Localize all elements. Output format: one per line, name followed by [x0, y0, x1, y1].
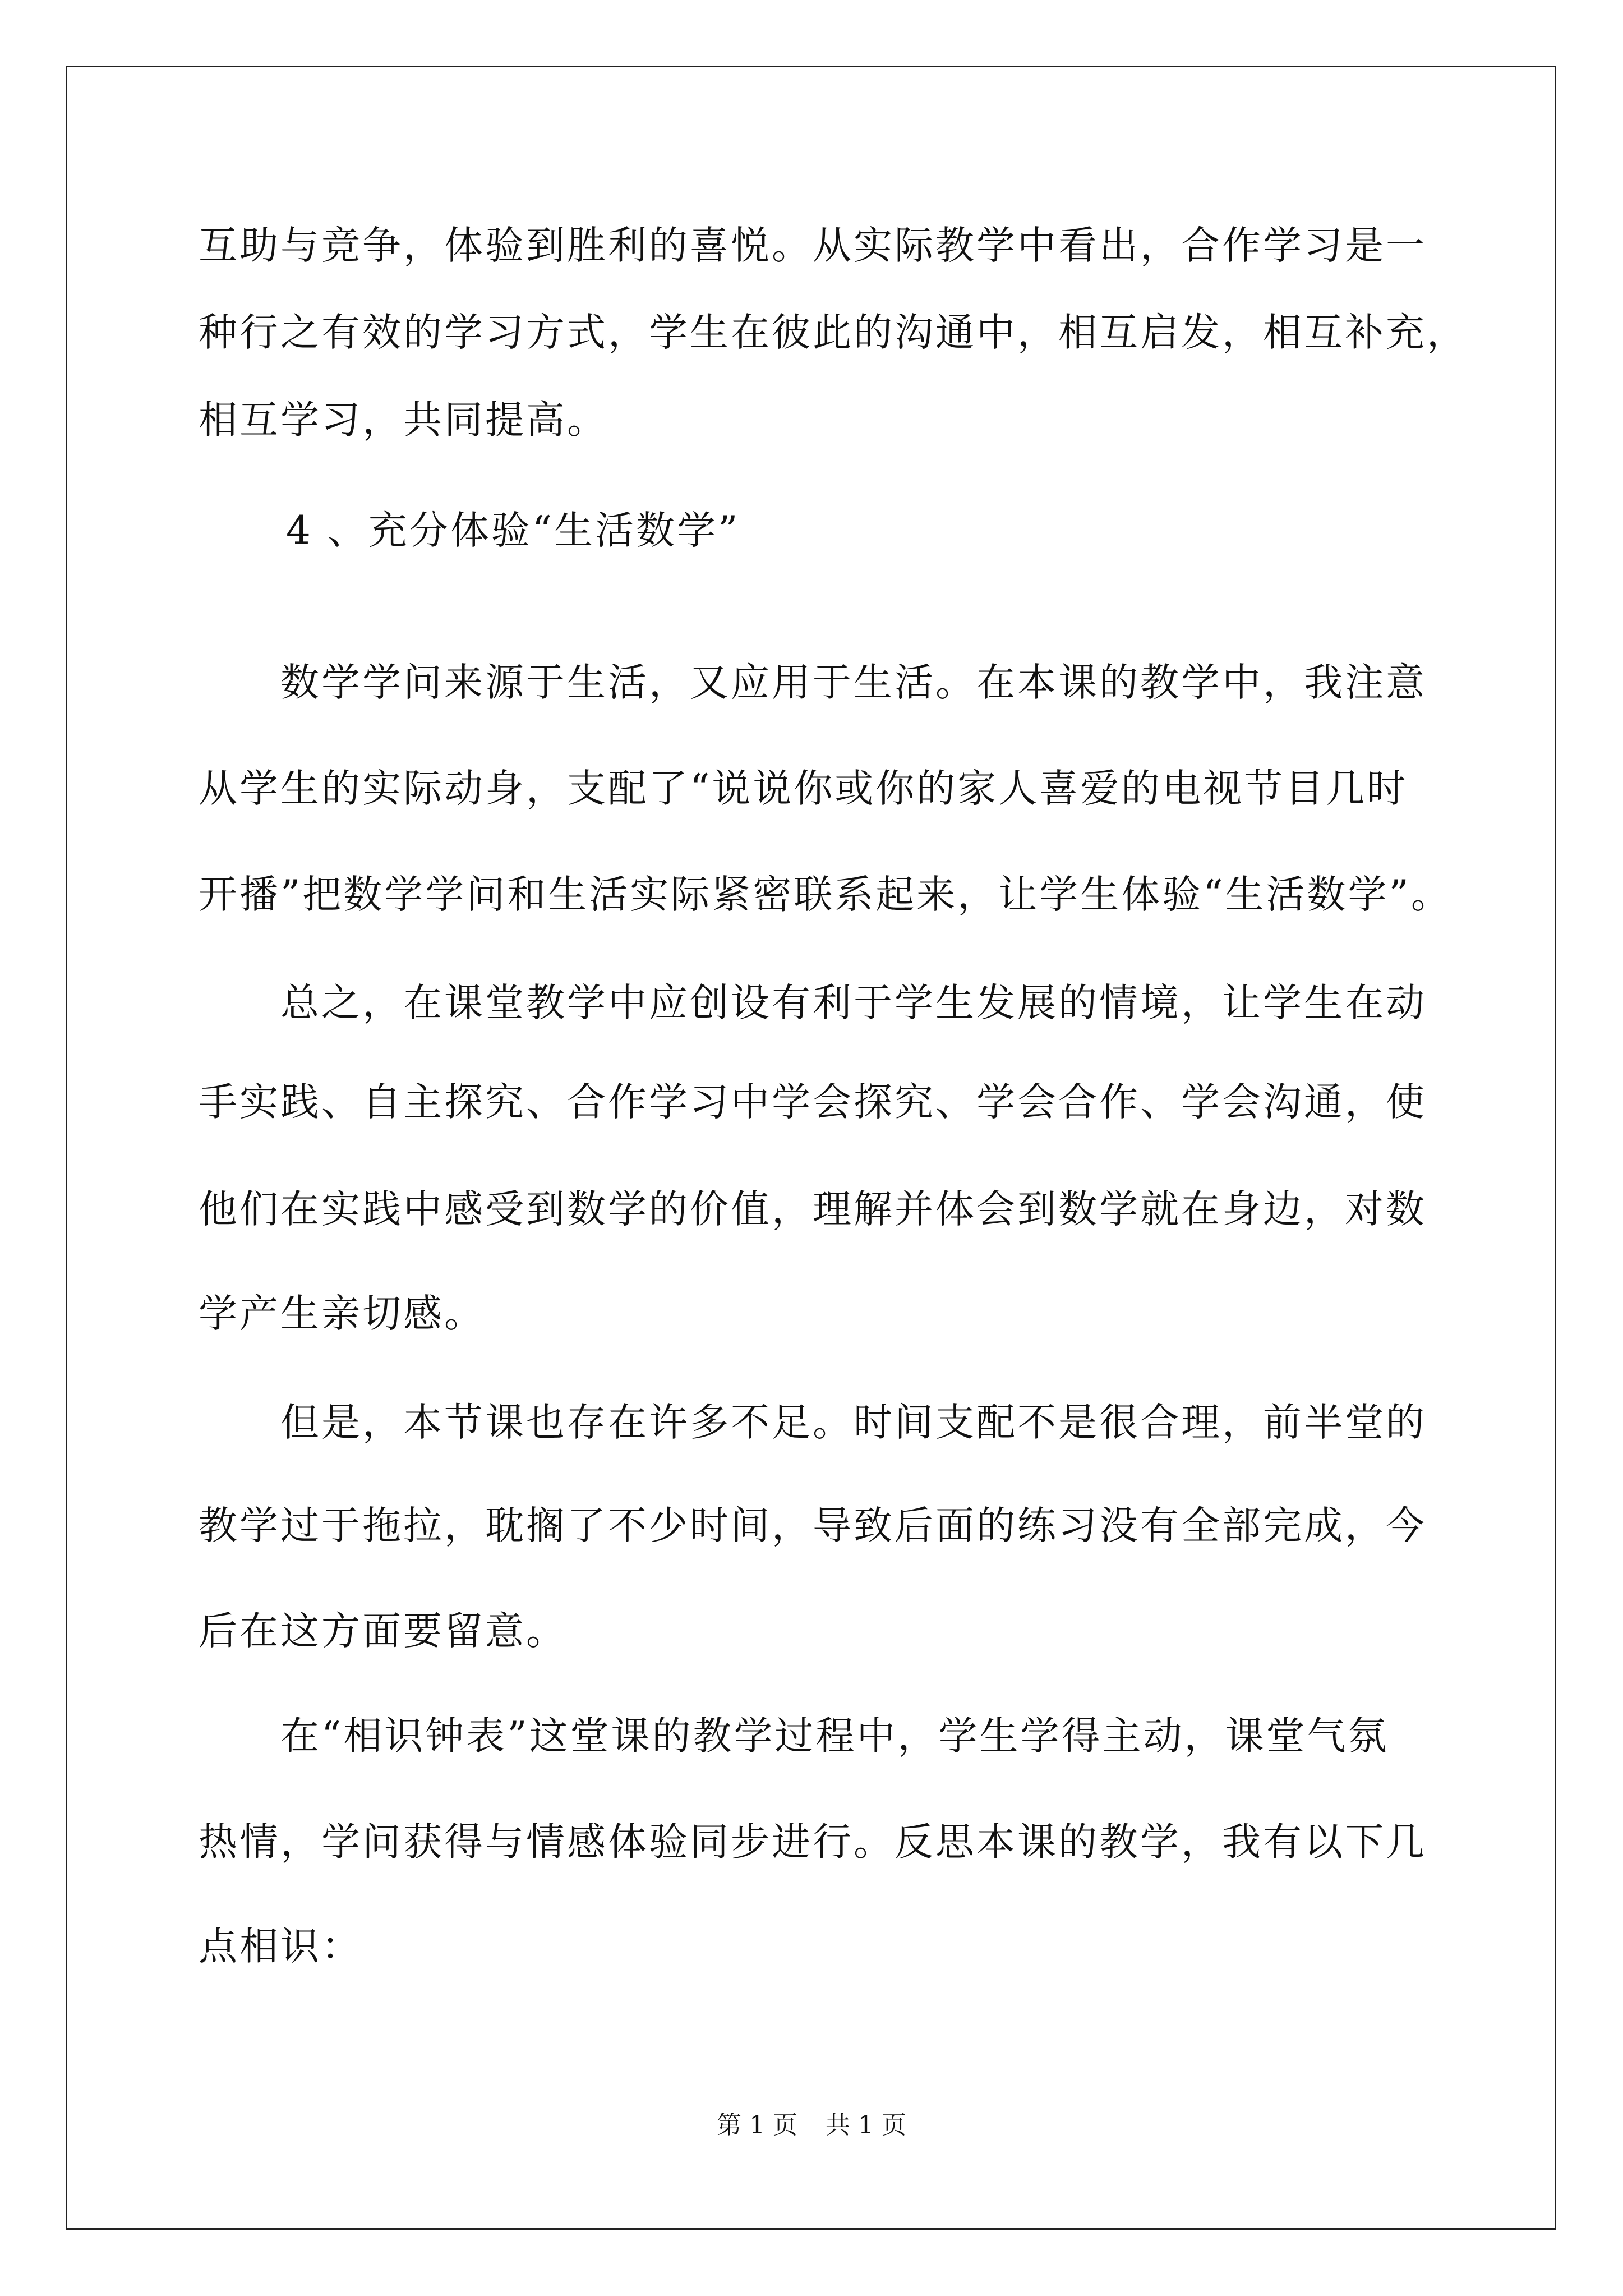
text-line: 热情，学问获得与情感体验同步进行。反思本课的教学，我有以下几 [199, 1820, 1427, 1865]
text-line: 从学生的实际动身，支配了“说说你或你的家人喜爱的电视节目几时 [199, 766, 1408, 811]
page-total: 共 1 页 [826, 2111, 906, 2139]
text-line: 总之，在课堂教学中应创设有利于学生发展的情境，让学生在动 [280, 981, 1427, 1025]
text-line: 互助与竞争，体验到胜利的喜悦。从实际教学中看出，合作学习是一 [199, 223, 1427, 268]
text-line: 教学过于拖拉，耽搁了不少时间，导致后面的练习没有全部完成，今 [199, 1503, 1427, 1548]
text-line: 手实践、自主探究、合作学习中学会探究、学会合作、学会沟通，使 [199, 1080, 1427, 1125]
text-line: 学产生亲切感。 [199, 1291, 485, 1336]
page-border [66, 66, 1556, 2230]
text-line: 在“相识钟表”这堂课的教学过程中，学生学得主动，课堂气氛 [280, 1714, 1389, 1759]
text-line: 后在这方面要留意。 [199, 1609, 567, 1654]
text-line: 他们在实践中感受到数学的价值，理解并体会到数学就在身边，对数 [199, 1187, 1427, 1232]
text-line: 数学学问来源于生活，又应用于生活。在本课的教学中，我注意 [280, 660, 1427, 705]
page-footer [0, 2111, 1623, 2140]
text-line: 开播”把数学学问和生活实际紧密联系起来，让学生体验“生活数学”。 [199, 872, 1452, 917]
text-line: 相互学习，共同提高。 [199, 398, 608, 443]
text-line: 但是，本节课也存在许多不足。时间支配不是很合理，前半堂的 [280, 1400, 1427, 1445]
text-line: 点相识： [199, 1924, 362, 1969]
section-heading: 4 、充分体验“生活数学” [286, 508, 740, 553]
text-line: 种行之有效的学习方式，学生在彼此的沟通中，相互启发，相互补充， [199, 310, 1468, 355]
page-number: 第 1 页 [717, 2111, 797, 2139]
